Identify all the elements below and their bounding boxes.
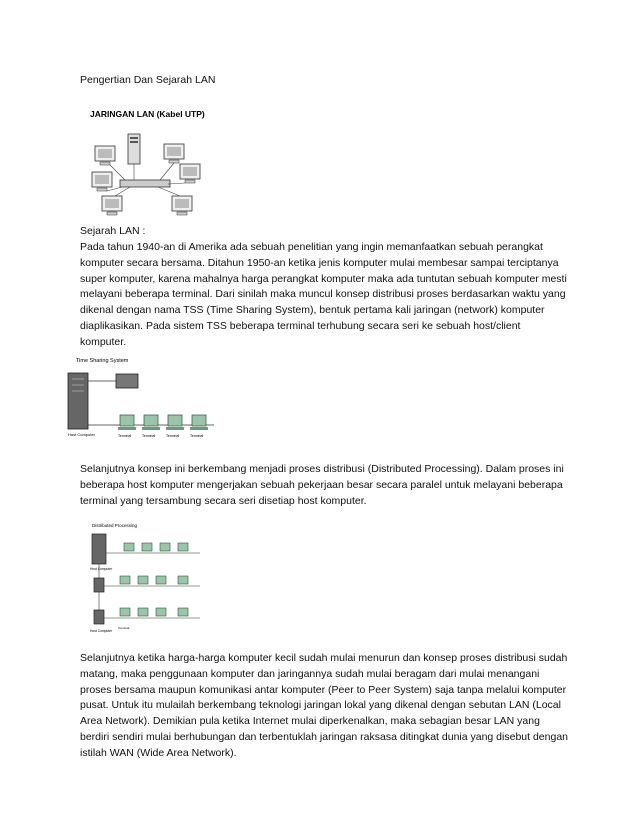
peripheral-icon [116, 374, 138, 388]
host-computer-icon [68, 373, 88, 429]
host-label: Host Computer [90, 629, 113, 633]
hub-icon [120, 180, 170, 187]
tss-diagram-title: Time Sharing System [76, 358, 129, 364]
host-computer-icon [92, 534, 106, 564]
terminal-icon [178, 543, 188, 551]
computer-icon [180, 164, 200, 183]
lan-diagram-figure [80, 104, 220, 224]
page-title: Pengertian Dan Sejarah LAN [80, 74, 216, 86]
computer-icon [172, 196, 192, 215]
terminal-icon [156, 608, 166, 616]
distributed-processing-diagram [88, 520, 208, 640]
terminal-icon [190, 415, 208, 430]
paragraph-1: Pada tahun 1940-an di Amerika ada sebuah penelitian yang ingin memanfaatkan sebuah perangkat komputer secara bersama. Ditahun 1950-an ketika jenis komputer mulai membesar sampai terciptanya super komputer, karena mahalnya harga perangkat komputer maka ada tuntutan sebuah komputer mesti melayani beberapa terminal. Dari sinilah maka muncul konsep distribusi proses berdasarkan waktu yang dikenal dengan nama TSS (Time Sharing System), bentuk pertama kali jaringan (network) komputer diaplikasikan. Pada sistem TSS beberapa terminal terhubung secara seri ke sebuah host/client komputer. [80, 241, 567, 348]
terminal-icon [178, 576, 188, 584]
terminal-icon [138, 576, 148, 584]
paragraph-2: Selanjutnya konsep ini berkembang menjadi proses distribusi (Distributed Processing). Dalam proses ini beberapa host komputer mengerjakan sebuah pekerjaan besar secara paralel untuk melayani beberapa terminal yang tersambung secara seri disetiap host komputer. [80, 463, 564, 507]
terminal-icon [160, 543, 170, 551]
terminal-icon [142, 543, 152, 551]
terminal-label: Terminal [190, 434, 204, 438]
computer-icon [102, 196, 122, 215]
computer-icon [164, 144, 184, 163]
section-heading: Sejarah LAN : [80, 225, 146, 237]
distributed-processing-figure [88, 520, 208, 640]
host-computer-icon [94, 610, 104, 624]
terminal-label: Terminal [166, 434, 180, 438]
terminal-icon [142, 415, 160, 430]
computer-icon [95, 146, 115, 165]
terminal-icon [118, 415, 136, 430]
lan-diagram-title: JARINGAN LAN (Kabel UTP) [90, 109, 205, 119]
terminal-label: Terminal [142, 434, 156, 438]
host-computer-icon [94, 578, 104, 592]
terminal-icon [120, 576, 130, 584]
computer-icon [92, 172, 112, 191]
terminal-icon [166, 415, 184, 430]
host-label: Host Computer [90, 567, 113, 571]
time-sharing-figure [64, 353, 224, 448]
terminal-icon [178, 608, 188, 616]
terminal-label: Terminal [118, 434, 132, 438]
terminal-icon [120, 608, 130, 616]
utp-cables [107, 163, 185, 196]
terminal-icon [156, 576, 166, 584]
paragraph-3: Selanjutnya ketika harga-harga komputer kecil sudah mulai menurun dan konsep proses distribusi sudah matang, maka penggunaan komputer dan jaringannya sudah mulai beragam dari mulai menangani proses bersama maupun komunikasi antar komputer (Peer to Peer System) saja tanpa melalui komputer pusat. Untuk itu mulailah berkembang teknologi jaringan lokal yang dikenal dengan sebutan LAN (Local Area Network). Demikian pula ketika Internet mulai diperkenalkan, maka sebagian besar LAN yang berdiri sendiri mulai berhubungan dan terbentuklah jaringan raksasa ditingkat dunia yang disebut dengan istilah WAN (Wide Area Network). [80, 652, 568, 759]
terminal-icon [124, 543, 134, 551]
dp-diagram-title: Distributed Processing [92, 523, 138, 528]
terminal-label: Terminal [118, 626, 130, 630]
lan-diagram [80, 104, 220, 224]
time-sharing-diagram [64, 353, 224, 448]
host-label: Host Computer [68, 432, 95, 437]
terminal-icon [138, 608, 148, 616]
